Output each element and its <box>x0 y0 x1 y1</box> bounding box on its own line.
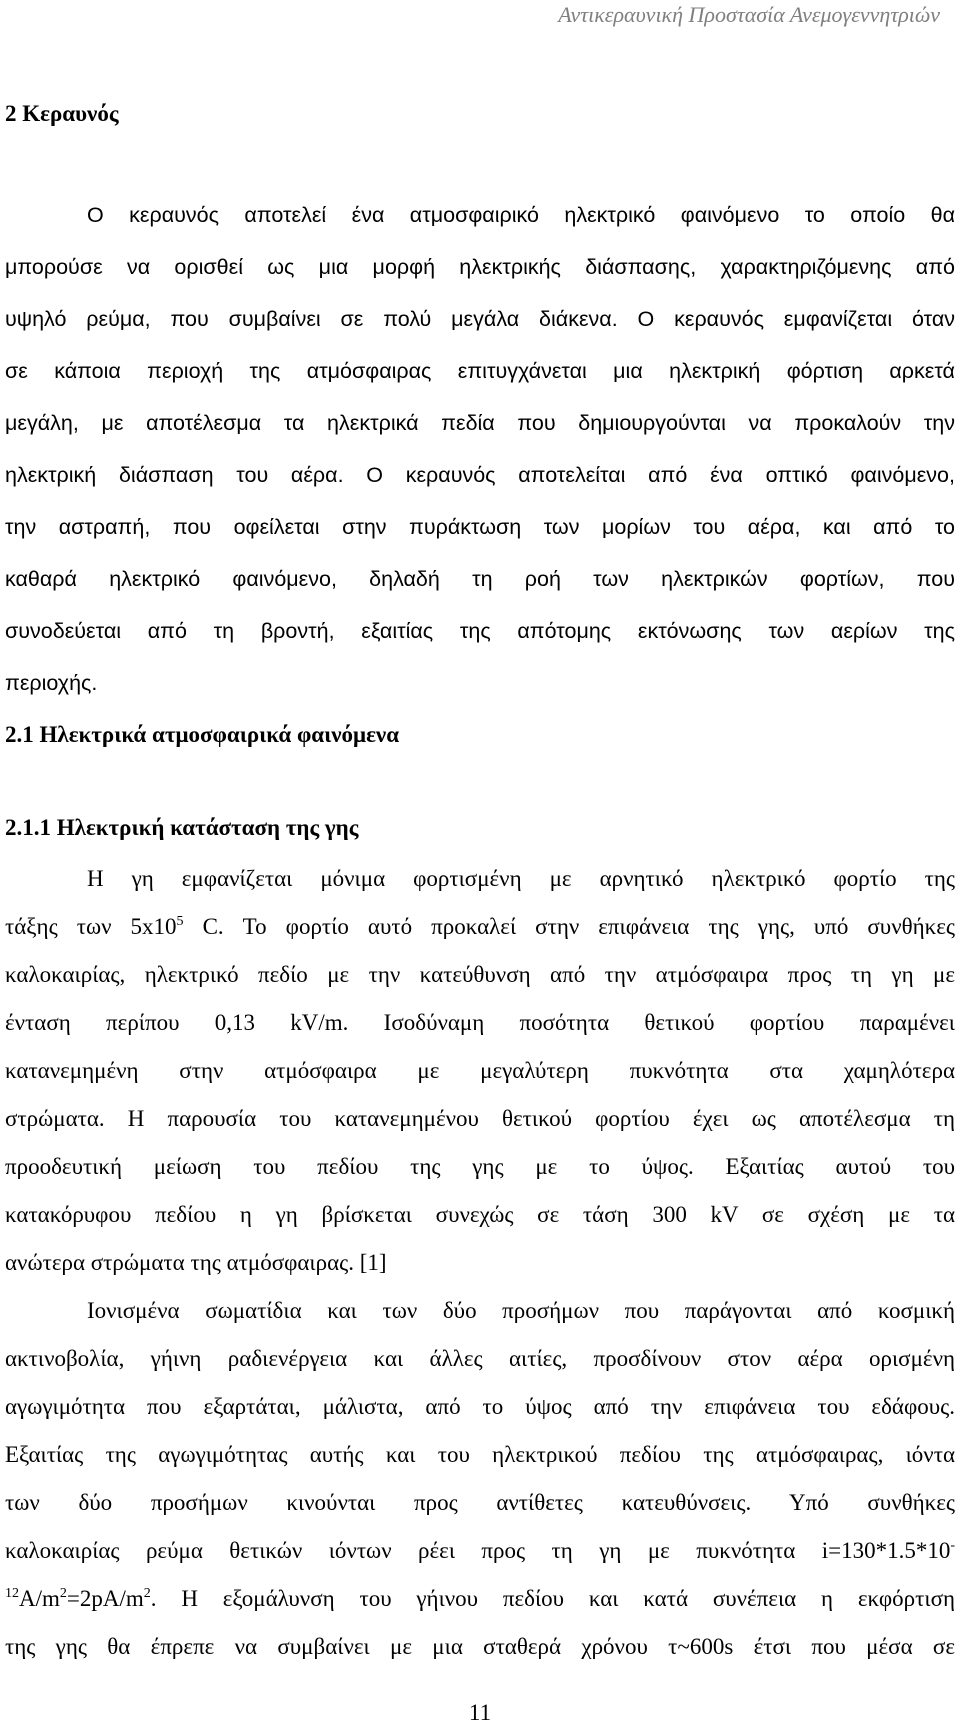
text-run: τάξης των 5x10 <box>5 914 177 939</box>
paragraph-line: ηλεκτρική διάσπαση του αέρα. Ο κεραυνός αποτελείται από ένα οπτικό φαινόμενο, <box>5 463 955 487</box>
paragraph-line: μπορούσε να ορισθεί ως μια μορφή ηλεκτρικής διάσπασης, χαρακτηριζόμενης από <box>5 255 955 279</box>
text-run: C. Το φορτίο αυτό προκαλεί στην επιφάνεια της γης, υπό συνθήκες <box>183 914 955 939</box>
paragraph-line: υψηλό ρεύμα, που συμβαίνει σε πολύ μεγάλα διάκενα. Ο κεραυνός εμφανίζεται όταν <box>5 307 955 331</box>
running-header-title: Αντικεραυνική Προστασία Ανεμογεννητριών <box>558 2 940 27</box>
text-run: καλοκαιρίας ρεύμα θετικών ιόντων ρέει προς τη γη με πυκνότητα i=130*1.5*10 <box>5 1538 951 1563</box>
text-run: =2pA/m <box>66 1586 144 1611</box>
text-run: . Η εξομάλυνση του γήινου πεδίου και κατά συνέπεια η εκφόρτιση <box>150 1586 955 1611</box>
section-heading-2: 2 Κεραυνός <box>5 101 119 126</box>
paragraph-line: μεγάλη, με αποτέλεσμα τα ηλεκτρικά πεδία που δημιουργούνται να προκαλούν την <box>5 411 955 435</box>
section-heading-2-1-1: 2.1.1 Ηλεκτρική κατάσταση της γης <box>5 815 359 840</box>
paragraph-line: Η γη εμφανίζεται μόνιμα φορτισμένη με αρνητικό ηλεκτρικό φορτίο της <box>87 866 955 891</box>
paragraph-line <box>5 1584 955 1614</box>
paragraph-line: Ιονισμένα σωματίδια και των δύο προσήμων που παράγονται από κοσμική <box>87 1298 955 1323</box>
page-number: 11 <box>468 1700 492 1725</box>
paragraph-line: ένταση περίπου 0,13 kV/m. Ισοδύναμη ποσότητα θετικού φορτίου παραμένει <box>5 1010 955 1035</box>
section-heading-2-1: 2.1 Ηλεκτρικά ατμοσφαιρικά φαινόμενα <box>5 722 400 747</box>
paragraph-line <box>5 1536 955 1566</box>
paragraph-line: ακτινοβολία, γήινη ραδιενέργεια και άλλες αιτίες, προσδίνουν στον αέρα ορισμένη <box>5 1346 955 1371</box>
paragraph-line: προοδευτική μείωση του πεδίου της γης με το ύψος. Εξαιτίας αυτού του <box>5 1154 955 1179</box>
paragraph-line: περιοχής. <box>5 671 98 695</box>
paragraph-line: κατακόρυφου πεδίου η γη βρίσκεται συνεχώς σε τάση 300 kV σε σχέση με τα <box>5 1202 955 1227</box>
text-run: A/m <box>19 1586 60 1611</box>
paragraph-line: στρώματα. Η παρουσία του κατανεμημένου θετικού φορτίου έχει ως αποτέλεσμα τη <box>5 1106 955 1131</box>
paragraph-line: κατανεμημένη στην ατμόσφαιρα με μεγαλύτερη πυκνότητα στα χαμηλότερα <box>5 1058 955 1083</box>
superscript: 5 <box>176 914 184 929</box>
paragraph-line: σε κάποια περιοχή της ατμόσφαιρας επιτυγχάνεται μια ηλεκτρική φόρτιση αρκετά <box>5 359 955 383</box>
paragraph-line: των δύο προσήμων κινούνται προς αντίθετες κατευθύνσεις. Υπό συνθήκες <box>5 1490 955 1515</box>
paragraph-line: ανώτερα στρώματα της ατμόσφαιρας. [1] <box>5 1250 387 1275</box>
paragraph-line: συνοδεύεται από τη βροντή, εξαιτίας της απότομης εκτόνωσης των αερίων της <box>5 619 955 643</box>
paragraph-line: Ο κεραυνός αποτελεί ένα ατμοσφαιρικό ηλεκτρικό φαινόμενο το οποίο θα <box>87 203 955 227</box>
superscript: 12 <box>5 1586 19 1601</box>
paragraph-line: αγωγιμότητα που εξαρτάται, μάλιστα, από το ύψος από την επιφάνεια του εδάφους. <box>5 1394 955 1419</box>
superscript: 2 <box>143 1586 151 1601</box>
paragraph-line: της γης θα έπρεπε να συμβαίνει με μια σταθερά χρόνου τ~600s έτσι που μέσα σε <box>5 1634 955 1659</box>
paragraph-line <box>5 912 955 942</box>
superscript: 2 <box>59 1586 67 1601</box>
paragraph-line: Εξαιτίας της αγωγιμότητας αυτής και του ηλεκτρικού πεδίου της ατμόσφαιρας, ιόντα <box>5 1442 955 1467</box>
superscript: - <box>950 1538 955 1553</box>
paragraph-line: καλοκαιρίας, ηλεκτρικό πεδίο με την κατεύθυνση από την ατμόσφαιρα προς τη γη με <box>5 962 955 987</box>
paragraph-line: καθαρά ηλεκτρικό φαινόμενο, δηλαδή τη ροή των ηλεκτρικών φορτίων, που <box>5 567 955 591</box>
paragraph-line: την αστραπή, που οφείλεται στην πυράκτωση των μορίων του αέρα, και από το <box>5 515 955 539</box>
